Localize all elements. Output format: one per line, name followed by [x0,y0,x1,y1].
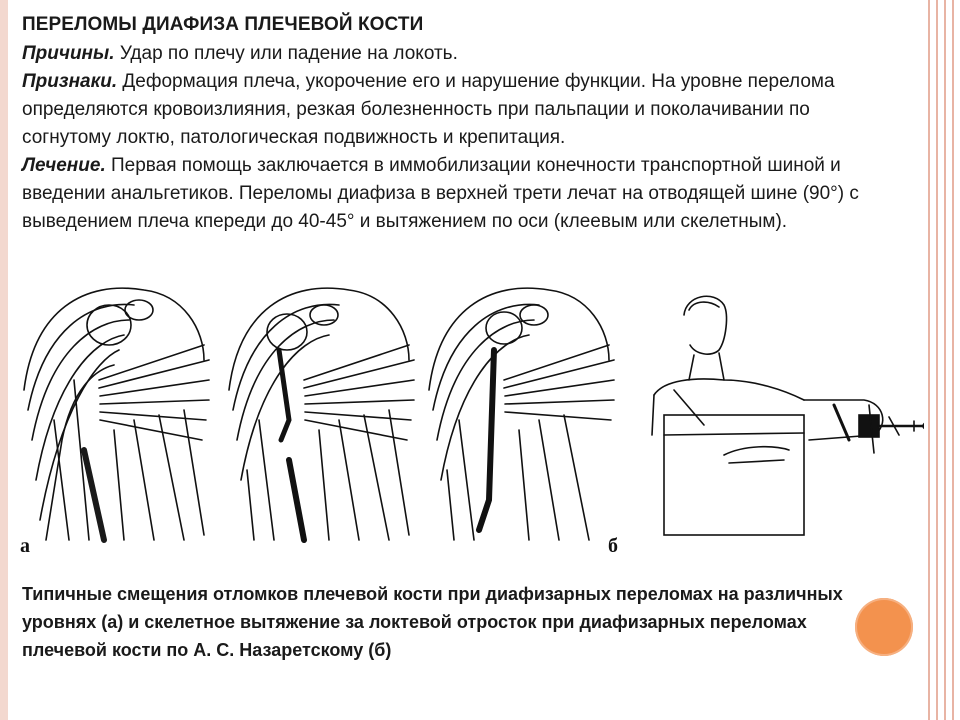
causes-label: Причины. [22,43,115,64]
treatment-text: Первая помощь заключается в иммобилизации конечности транспортной шиной и введении анальгетиков. Переломы диафиза в верхней трети лечат на отводящей шине (90°) с выведением плеча кпереди до 40-45° и вытяжением по оси (клеевым или скелетным). [22,155,859,232]
figure-caption: Типичные смещения отломков плечевой кости при диафизарных переломах на различных уровнях (а) и скелетное вытяжение за локтевой отросток при диафизарных переломах плечевой кости по А. С. Назаретскому (б) [22,584,843,660]
treatment-paragraph [22,152,892,236]
illustration [14,270,924,570]
causes-paragraph [22,40,892,68]
signs-paragraph [22,68,892,152]
slide-right-stripes [922,0,960,720]
slide-text [22,6,892,236]
signs-label: Признаки. [22,71,118,92]
slide-title: ПЕРЕЛОМЫ ДИАФИЗА ПЛЕЧЕВОЙ КОСТИ [22,14,424,35]
fracture-illustration [14,270,924,570]
shoulder-panel-3 [429,288,614,540]
figure-label-a: а [20,535,30,557]
treatment-label: Лечение. [22,155,106,176]
slide-left-border [0,0,8,720]
signs-text: Деформация плеча, укорочение его и нарушение функции. На уровне перелома определяются кровоизлияния, резкая болезненность при пальпации и поколачивании по согнутому локтю, патологическая подвижность и крепитация. [22,71,835,148]
causes-text: Удар по плечу или падение на локоть. [114,43,458,64]
figure-label-b: б [608,535,618,557]
shoulder-panel-1 [24,288,209,540]
shoulder-panel-2 [229,288,414,540]
traction-figure [652,296,924,535]
decorative-orange-circle [855,598,913,656]
